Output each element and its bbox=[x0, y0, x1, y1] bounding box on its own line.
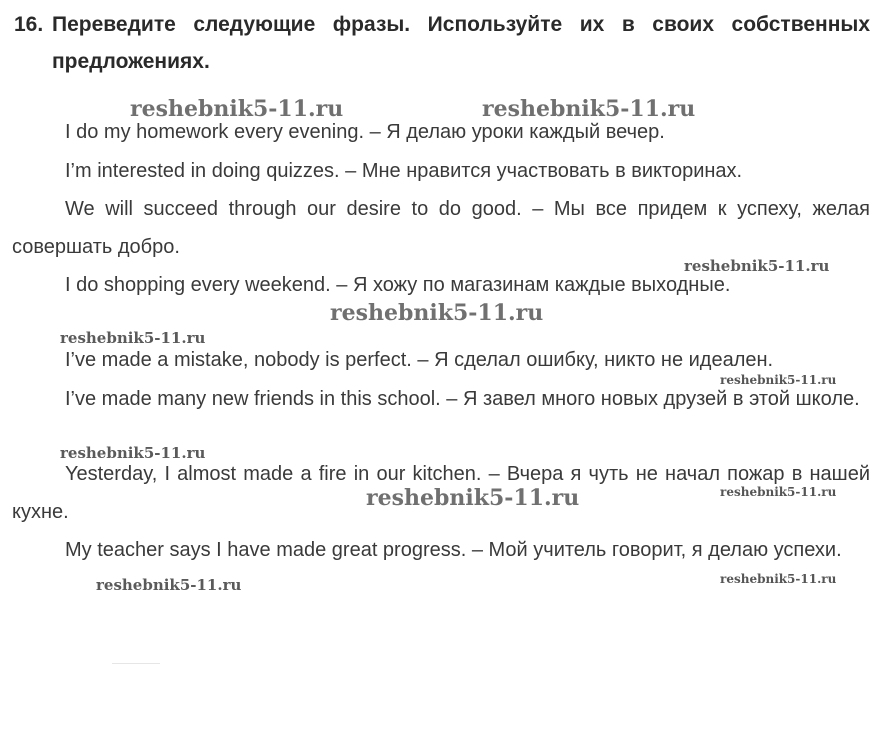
sentence-6: I’ve made many new friends in this school. – Я завел много новых друзей в этой школе. bbox=[65, 388, 860, 410]
task-text-line2: предложениях. bbox=[52, 50, 210, 73]
sentence-5: I’ve made a mistake, nobody is perfect. – Я сделал ошибку, никто не идеален. bbox=[65, 349, 774, 371]
sentence-2: I’m interested in doing quizzes. – Мне нравится участвовать в викторинах. bbox=[65, 160, 743, 182]
sentence-3: We will succeed through our desire to do good. – Мы все придем к успеху, желая совершать добро. bbox=[12, 198, 870, 258]
sentence-7: Yesterday, I almost made a fire in our kitchen. – Вчера я чуть не начал пожар в нашей кухне. bbox=[12, 463, 870, 523]
watermark: reshebnik5-11.ru bbox=[720, 485, 837, 499]
watermark: reshebnik5-11.ru bbox=[130, 96, 344, 122]
divider bbox=[112, 663, 160, 664]
sentence-1: I do my homework every evening. – Я делаю уроки каждый вечер. bbox=[65, 121, 665, 143]
watermark: reshebnik5-11.ru bbox=[720, 373, 837, 387]
watermark: reshebnik5-11.ru bbox=[720, 572, 837, 586]
sentence-8: My teacher says I have made great progress. – Мой учитель говорит, я делаю успехи. bbox=[65, 539, 842, 561]
watermark: reshebnik5-11.ru bbox=[366, 485, 580, 511]
task-number: 16. bbox=[14, 13, 44, 36]
watermark: reshebnik5-11.ru bbox=[330, 300, 544, 326]
watermark: reshebnik5-11.ru bbox=[482, 96, 696, 122]
watermark: reshebnik5-11.ru bbox=[96, 576, 242, 594]
watermark: reshebnik5-11.ru bbox=[684, 257, 830, 275]
watermark: reshebnik5-11.ru bbox=[60, 444, 206, 462]
sentence-4: I do shopping every weekend. – Я хожу по магазинам каждые выходные. bbox=[65, 274, 731, 296]
task-text-line1: Переведите следующие фразы. Используйте их в своих собственных bbox=[52, 13, 870, 36]
task-heading bbox=[14, 6, 870, 43]
watermark: reshebnik5-11.ru bbox=[60, 329, 206, 347]
